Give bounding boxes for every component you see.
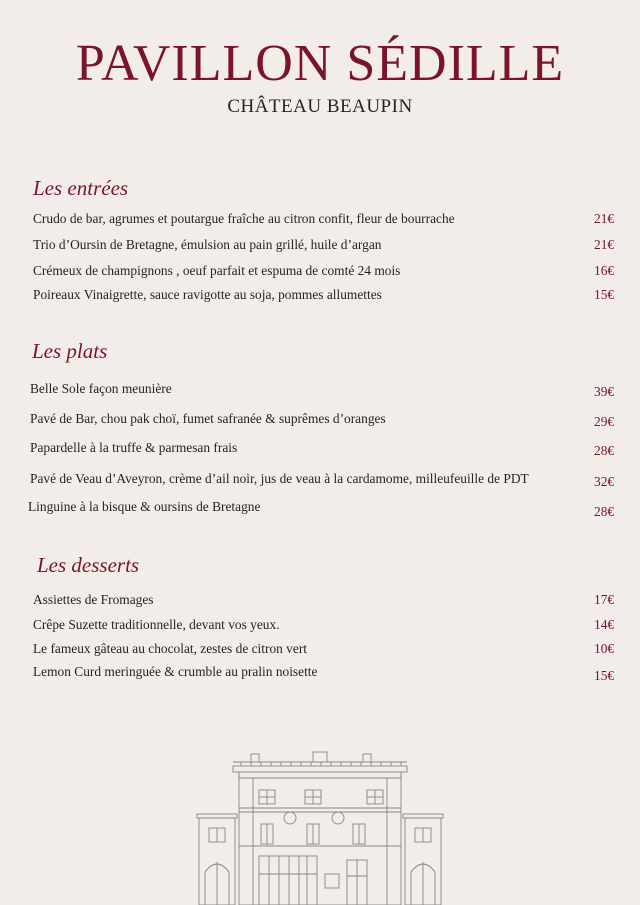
menu-item-price: 14€ (594, 617, 615, 632)
menu-item (0, 664, 640, 686)
menu-item-name: Pavé de Veau d’Aveyron, crème d’ail noir, jus de veau à la cardamome, milleufeuille de PDT (30, 471, 529, 486)
restaurant-title: PAVILLON SÉDILLE (75, 35, 565, 92)
menu-item (0, 617, 640, 639)
menu-item (0, 471, 640, 493)
section-title-entrees: Les entrées (33, 176, 129, 200)
menu-item-price: 15€ (594, 668, 615, 683)
menu-item (0, 440, 640, 462)
menu-item-price: 17€ (594, 592, 615, 607)
menu-item (0, 592, 640, 614)
menu-item-name: Crudo de bar, agrumes et poutargue fraîche au citron confit, fleur de bourrache (33, 211, 455, 226)
menu-item-price: 10€ (594, 641, 615, 656)
menu-item-price: 28€ (594, 504, 615, 519)
menu-item-price: 21€ (594, 237, 615, 252)
menu-item-price: 15€ (594, 287, 615, 302)
menu-item (0, 287, 640, 309)
chateau-facade-illustration (195, 748, 445, 905)
menu-item-name: Lemon Curd meringuée & crumble au pralin noisette (33, 664, 318, 679)
section-title-desserts: Les desserts (37, 553, 140, 577)
menu-item-name: Crêpe Suzette traditionnelle, devant vos yeux. (33, 617, 280, 632)
menu-item-name: Assiettes de Fromages (33, 592, 154, 607)
menu-item (0, 211, 640, 233)
menu-item (0, 381, 640, 403)
restaurant-subtitle: CHÂTEAU BEAUPIN (227, 96, 413, 117)
menu-item-name: Crémeux de champignons , oeuf parfait et espuma de comté 24 mois (33, 263, 401, 278)
menu-item-name: Poireaux Vinaigrette, sauce ravigotte au soja, pommes allumettes (33, 287, 382, 302)
menu-item-price: 39€ (594, 384, 615, 399)
menu-item (0, 237, 640, 259)
menu-item-name: Trio d’Oursin de Bretagne, émulsion au pain grillé, huile d’argan (33, 237, 382, 252)
menu-item-name: Linguine à la bisque & oursins de Bretagne (28, 499, 261, 514)
menu-item-name: Pavé de Bar, chou pak choï, fumet safranée & suprêmes d’oranges (30, 411, 386, 426)
section-title-plats: Les plats (32, 339, 108, 363)
menu-item-price: 29€ (594, 414, 615, 429)
menu-item-name: Belle Sole façon meunière (30, 381, 172, 396)
menu-item-name: Le fameux gâteau au chocolat, zestes de citron vert (33, 641, 308, 656)
menu-item-price: 21€ (594, 211, 615, 226)
menu-item-name: Papardelle à la truffe & parmesan frais (30, 440, 238, 455)
menu-item-price: 16€ (594, 263, 615, 278)
menu-item (0, 499, 640, 521)
menu-item (0, 263, 640, 285)
menu-item-price: 28€ (594, 443, 615, 458)
menu-item (0, 411, 640, 433)
menu-item-price: 32€ (594, 474, 615, 489)
menu-item (0, 641, 640, 663)
